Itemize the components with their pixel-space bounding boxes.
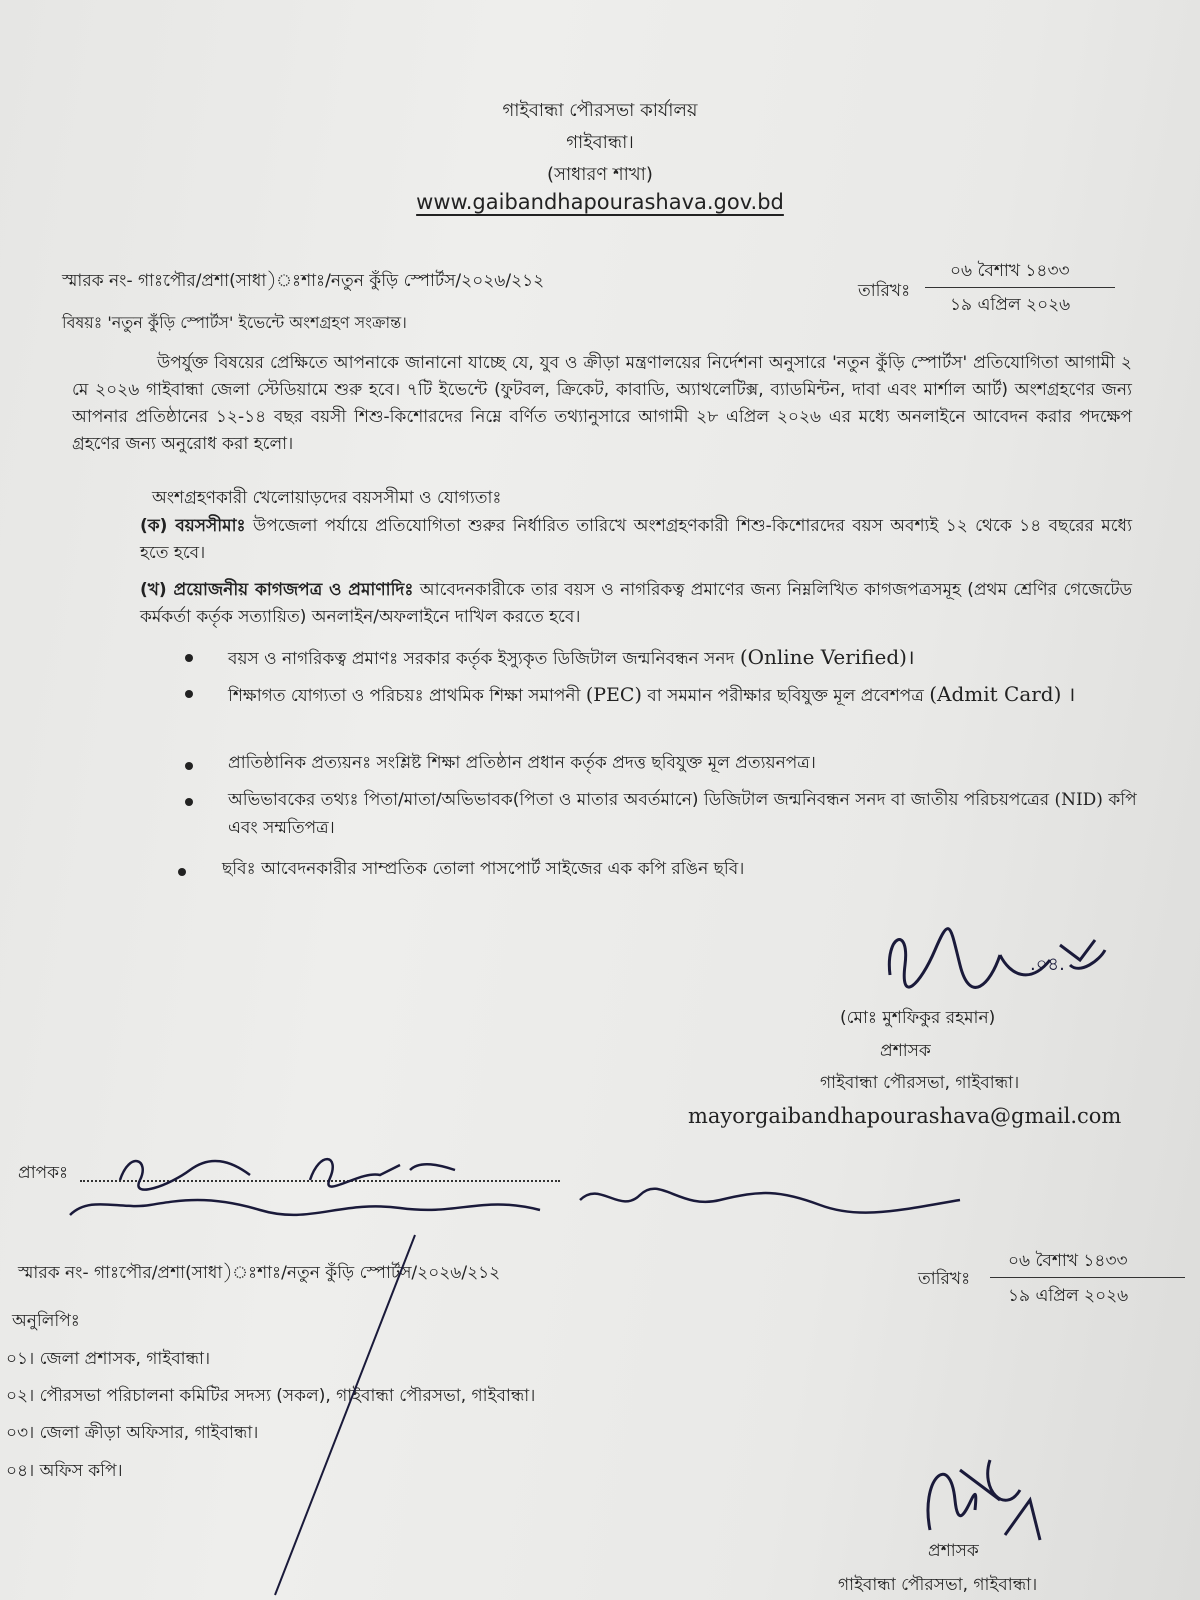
copy-memo-ref: স্মারক নং- গাঃপৌর/প্রশা(সাধা)ঃশাঃ/নতুন কুঁড়ি স্পোর্টস/২০২৬/২১২ <box>18 1263 501 1283</box>
bullet-dot <box>185 762 193 770</box>
bullet-text-en: (Admit Card) । <box>929 682 1076 706</box>
copy-sign-title: প্রশাসক <box>928 1541 979 1561</box>
copy-date-label: তারিখঃ <box>918 1269 971 1289</box>
signatory-title: প্রশাসক <box>880 1041 931 1061</box>
date-label: তারিখঃ <box>858 281 911 301</box>
svg-text:.০৪.: .০৪. <box>1030 954 1065 975</box>
bullet-text-en: (Online Verified)। <box>739 645 915 669</box>
subject: বিষয়ঃ 'নতুন কুঁড়ি স্পোর্টস' ইভেন্টে অংশগ্রহণ সংক্রান্ত। <box>62 313 407 332</box>
date-english: ১৯ এপ্রিল ২০২৬ <box>950 295 1071 315</box>
office-city: গাইবান্ধা। <box>566 132 634 153</box>
bullet-item <box>228 786 1148 842</box>
age-limit-text: উপজেলা পর্যায়ে প্রতিযোগিতা শুরুর নির্ধারিত তারিখে অংশগ্রহণকারী শিশু-কিশোরদের বয়স অবশ্যই ১২ থেকে ১৪ বছরের মধ্যে হতে হবে। <box>140 516 1133 563</box>
copy-sign-org: গাইবান্ধা পৌরসভা, গাইবান্ধা। <box>838 1575 1038 1595</box>
eligibility-heading: অংশগ্রহণকারী খেলোয়াড়দের বয়সসীমা ও যোগ্যতাঃ <box>152 488 502 508</box>
office-name: গাইবান্ধা পৌরসভা কার্যালয় <box>502 100 698 121</box>
copy-item: ০১। জেলা প্রশাসক, গাইবান্ধা। <box>6 1349 211 1369</box>
date-divider <box>925 287 1115 288</box>
pen-stroke <box>270 1230 470 1600</box>
bullet-item <box>228 642 1148 674</box>
bullet-item: ছবিঃ আবেদনকারীর সাম্প্রতিক তোলা পাসপোর্ট সাইজের এক কপি রঙিন ছবি। <box>222 859 745 879</box>
recipient-handwriting <box>60 1140 1020 1235</box>
bullet-text: বয়স ও নাগরিকত্ব প্রমাণঃ সরকার কর্তৃক ইস্যুকৃত ডিজিটাল জন্মনিবন্ধন সনদ <box>228 649 735 669</box>
bullet-dot <box>185 654 193 662</box>
recipient-label: প্রাপকঃ <box>18 1163 69 1183</box>
bullet-text: অভিভাবকের তথ্যঃ পিতা/মাতা/অভিভাবক(পিতা ও মাতার অবর্তমানে) ডিজিটাল জন্মনিবন্ধন সনদ বা জাতীয় পরিচয়পত্রের <box>228 790 1050 810</box>
bullet-item <box>228 678 1148 712</box>
copy-item: ০৪। অফিস কপি। <box>6 1461 123 1481</box>
bullet-dot <box>185 798 193 806</box>
bullet-text-en: (PEC) <box>585 684 642 706</box>
signatory-email: mayorgaibandhapourashava@gmail.com <box>688 1104 1122 1128</box>
copy-item: ০৩। জেলা ক্রীড়া অফিসার, গাইবান্ধা। <box>6 1423 259 1443</box>
bullet-item: প্রাতিষ্ঠানিক প্রত্যয়নঃ সংশ্লিষ্ট শিক্ষা প্রতিষ্ঠান প্রধান কর্তৃক প্রদত্ত ছবিযুক্ত মূল প্রত্যয়নপত্র। <box>228 753 816 773</box>
signatory-org: গাইবান্ধা পৌরসভা, গাইবান্ধা। <box>820 1073 1020 1093</box>
signature-mark <box>880 915 1120 1005</box>
bullet-dot <box>185 690 193 698</box>
bullet-dot <box>178 868 186 876</box>
copy-date-english: ১৯ এপ্রিল ২০২৬ <box>1008 1286 1129 1306</box>
signature-mark-2 <box>910 1440 1050 1550</box>
documents-label: (খ) প্রয়োজনীয় কাগজপত্র ও প্রমাণাদিঃ <box>140 580 414 600</box>
bullet-text-en: (NID) <box>1054 790 1103 810</box>
website-text: www.gaibandhapourashava.gov.bd <box>416 190 784 214</box>
copy-date-divider <box>990 1277 1185 1278</box>
intro-paragraph: উপর্যুক্ত বিষয়ের প্রেক্ষিতে আপনাকে জানানো যাচ্ছে যে, যুব ও ক্রীড়া মন্ত্রণালয়ের নির্দেশনা অনুসারে 'নতুন কুঁড়ি স্পোর্টস' প্রতিযোগিতা আগামী ২ মে ২০২৬ গাইবান্ধা জেলা স্টেডিয়ামে শুরু হবে। ৭টি ইভেন্টে (ফুটবল, ক্রিকেট, কাবাডি, অ্যাথলেটিক্স, ব্যাডমিন্টন, দাবা এবং মার্শাল আর্ট) অংশগ্রহণের জন্য আপনার প্রতিষ্ঠানের ১২-১৪ বছর বয়সী শিশু-কিশোরদের নিম্নে বর্ণিত তথ্যানুসারে আগামী ২৮ এপ্রিল ২০২৬ এর মধ্যে অনলাইনে আবেদন করার পদক্ষেপ গ্রহণের জন্য অনুরোধ করা হলো। <box>72 353 1132 454</box>
copy-date-bengali: ০৬ বৈশাখ ১৪৩৩ <box>1008 1251 1128 1271</box>
memo-ref: স্মারক নং- গাঃপৌর/প্রশা(সাধা)ঃশাঃ/নতুন কুঁড়ি স্পোর্টস/২০২৬/২১২ <box>62 271 545 291</box>
website-link[interactable] <box>0 190 1200 214</box>
age-limit-paragraph <box>140 513 1132 567</box>
bullet-text: বা সমমান পরীক্ষার ছবিযুক্ত মূল প্রবেশপত্র <box>647 686 924 706</box>
bullet-text: কপি এবং সম্মতিপত্র। <box>228 790 1137 838</box>
office-branch: (সাধারণ শাখা) <box>547 164 653 185</box>
bullet-text: শিক্ষাগত যোগ্যতা ও পরিচয়ঃ প্রাথমিক শিক্ষা সমাপনী <box>228 686 581 706</box>
signatory-name: (মোঃ মুশফিকুর রহমান) <box>840 1008 996 1028</box>
copy-heading: অনুলিপিঃ <box>12 1311 80 1331</box>
copy-item: ০২। পৌরসভা পরিচালনা কমিটির সদস্য (সকল), গাইবান্ধা পৌরসভা, গাইবান্ধা। <box>6 1386 536 1406</box>
documents-text: আবেদনকারীকে তার বয়স ও নাগরিকত্ব প্রমাণের জন্য নিম্নলিখিত কাগজপত্রসমূহ (প্রথম শ্রেণির গেজেটেড কর্মকর্তা কর্তৃক সত্যায়িত) অনলাইন/অফলাইনে দাখিল করতে হবে। <box>140 580 1133 627</box>
age-limit-label: (ক) বয়সসীমাঃ <box>140 516 246 536</box>
documents-paragraph <box>140 577 1132 631</box>
date-bengali: ০৬ বৈশাখ ১৪৩৩ <box>950 261 1070 281</box>
